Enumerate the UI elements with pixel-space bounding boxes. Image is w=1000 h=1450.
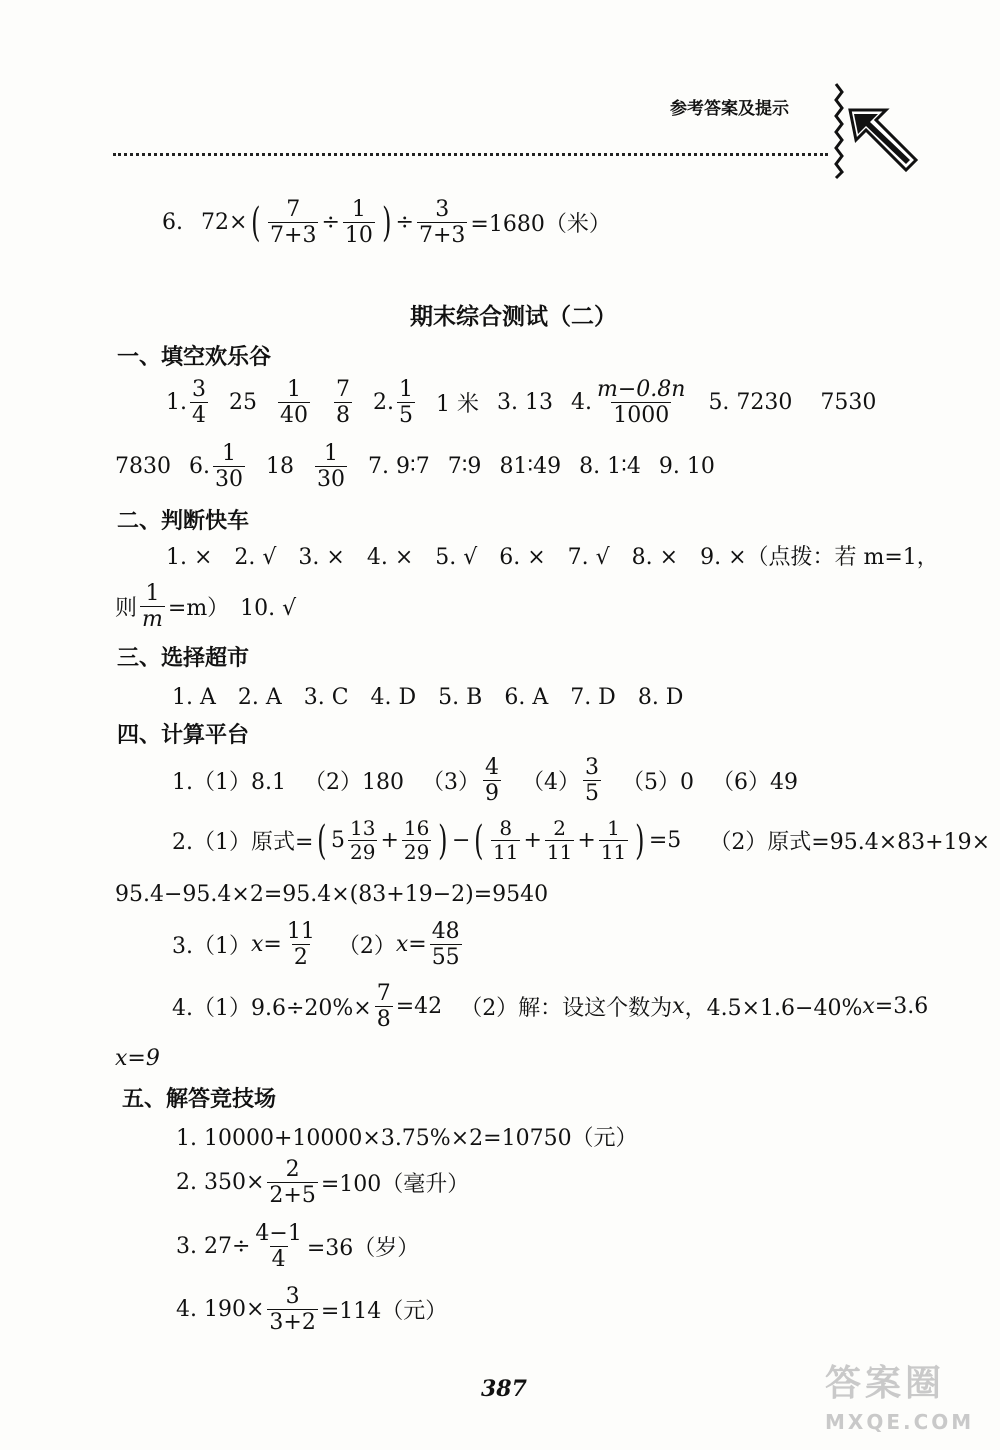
fraction: $\frac{1}{10}$ [344, 197, 373, 249]
answer-line: 1. × 2. √ 3. × 4. × 5. √ 6. × 7. √ 8. × 9. ×（点拨：若 m=1， [166, 545, 939, 570]
fraction: $\frac{2}{2+5}$ [269, 1157, 316, 1209]
answer-line: 95.4−95.4×2=95.4×(83+19−2)=9540 [115, 882, 549, 907]
page-number: 387 [481, 1376, 527, 1402]
answer-line: 1. 10000+10000×3.75%×2=10750（元） [176, 1126, 638, 1151]
answer-line: 2. 350× $\frac{2}{2+5}$ =100（毫升） [176, 1157, 470, 1209]
prev-answer-6: 6. 72× ( $\frac{7}{7+3}$ ÷ $\frac{1}{10}$ ) ÷ $\frac{3}{7+3}$ =1680（米） [162, 197, 611, 249]
fraction: $\frac{8}{11}$ [493, 816, 519, 864]
answer-line: 4. 190× $\frac{3}{3+2}$ =114（元） [176, 1284, 448, 1336]
answer-line: 3. 27÷ $\frac{4-1}{4}$ =36（岁） [176, 1221, 420, 1273]
fraction: $\frac{3}{5}$ [584, 755, 599, 807]
fraction: $\frac{1}{40}$ [280, 377, 308, 429]
section-heading-2: 二、判断快车 [117, 509, 250, 534]
answer-line: 4.（1）9.6÷20%× $\frac{7}{8}$ =42 （2）解：设这个数为 x ，4.5×1.6−40% x =3.6 [172, 981, 929, 1033]
fraction: $\frac{1}{30}$ [317, 441, 345, 493]
fraction: $\frac{13}{29}$ [350, 816, 376, 864]
fraction: $\frac{48}{55}$ [431, 919, 460, 971]
fraction: $\frac{1}{11}$ [600, 816, 627, 864]
fraction: $\frac{4}{9}$ [484, 755, 499, 807]
header-dotted-rule [113, 153, 828, 156]
fraction: $\frac{11}{2}$ [286, 919, 315, 971]
fraction: $\frac{7}{7+3}$ [270, 197, 317, 249]
answer-line: 3.（1） x= $\frac{11}{2}$ （2） x= $\frac{48}{55}$ [172, 919, 460, 971]
running-header: 参考答案及提示 [670, 99, 789, 119]
answer-line: 7830 6. $\frac{1}{30}$ 18 $\frac{1}{30}$ 7. 9∶7 7∶9 81∶49 8. 1∶4 9. 10 [115, 441, 715, 493]
arrow-icon [828, 80, 928, 180]
fraction: $\frac{7}{8}$ [336, 377, 350, 429]
fraction: $\frac{m-0.8n}{1000}$ [596, 377, 686, 429]
answer-line: 2.（1）原式= ( 5 $\frac{13}{29}$ + $\frac{16}{29}$ ) − ( $\frac{8}{11}$ + $\frac{2}{11}$ + $\frac{1}{11}$ ) =5 （2）原式=95.4×83+19× [172, 816, 991, 864]
fraction: $\frac{16}{29}$ [403, 816, 430, 864]
fraction: $\frac{1}{5}$ [399, 377, 413, 429]
answer-line: 1.（1）8.1 （2）180 （3） $\frac{4}{9}$ （4） $\frac{3}{5}$ （5）0 （6）49 [172, 755, 798, 807]
section-heading-3: 三、选择超市 [117, 646, 250, 671]
fraction: $\frac{2}{11}$ [546, 816, 573, 864]
section-heading-1: 一、填空欢乐谷 [117, 345, 272, 370]
answer-line: x=9 [115, 1046, 160, 1071]
fraction: $\frac{7}{8}$ [376, 981, 391, 1033]
fraction: $\frac{1}{m}$ [142, 581, 163, 633]
fraction: $\frac{3}{7+3}$ [418, 197, 466, 249]
fraction: $\frac{3}{4}$ [192, 377, 206, 429]
test-title: 期末综合测试（二） [410, 304, 617, 330]
fraction: $\frac{3}{3+2}$ [269, 1284, 316, 1336]
section-heading-4: 四、计算平台 [117, 723, 250, 748]
fraction: $\frac{4-1}{4}$ [255, 1221, 302, 1273]
answer-line: 1. A 2. A 3. C 4. D 5. B 6. A 7. D 8. D [172, 685, 684, 710]
section-heading-5: 五、解答竞技场 [122, 1087, 277, 1112]
answer-line: 则 $\frac{1}{m}$ =m） 10. √ [115, 581, 297, 633]
watermark-logo: 答案圈 MXQE.COM [825, 1363, 975, 1434]
answer-line: 1. $\frac{3}{4}$ 25 $\frac{1}{40}$ $\frac{7}{8}$ 2. $\frac{1}{5}$ 1 米 3. 13 4. $\frac{m-0.8n}{1000}$ 5. 7230 7530 [166, 377, 877, 429]
fraction: $\frac{1}{30}$ [215, 441, 243, 493]
